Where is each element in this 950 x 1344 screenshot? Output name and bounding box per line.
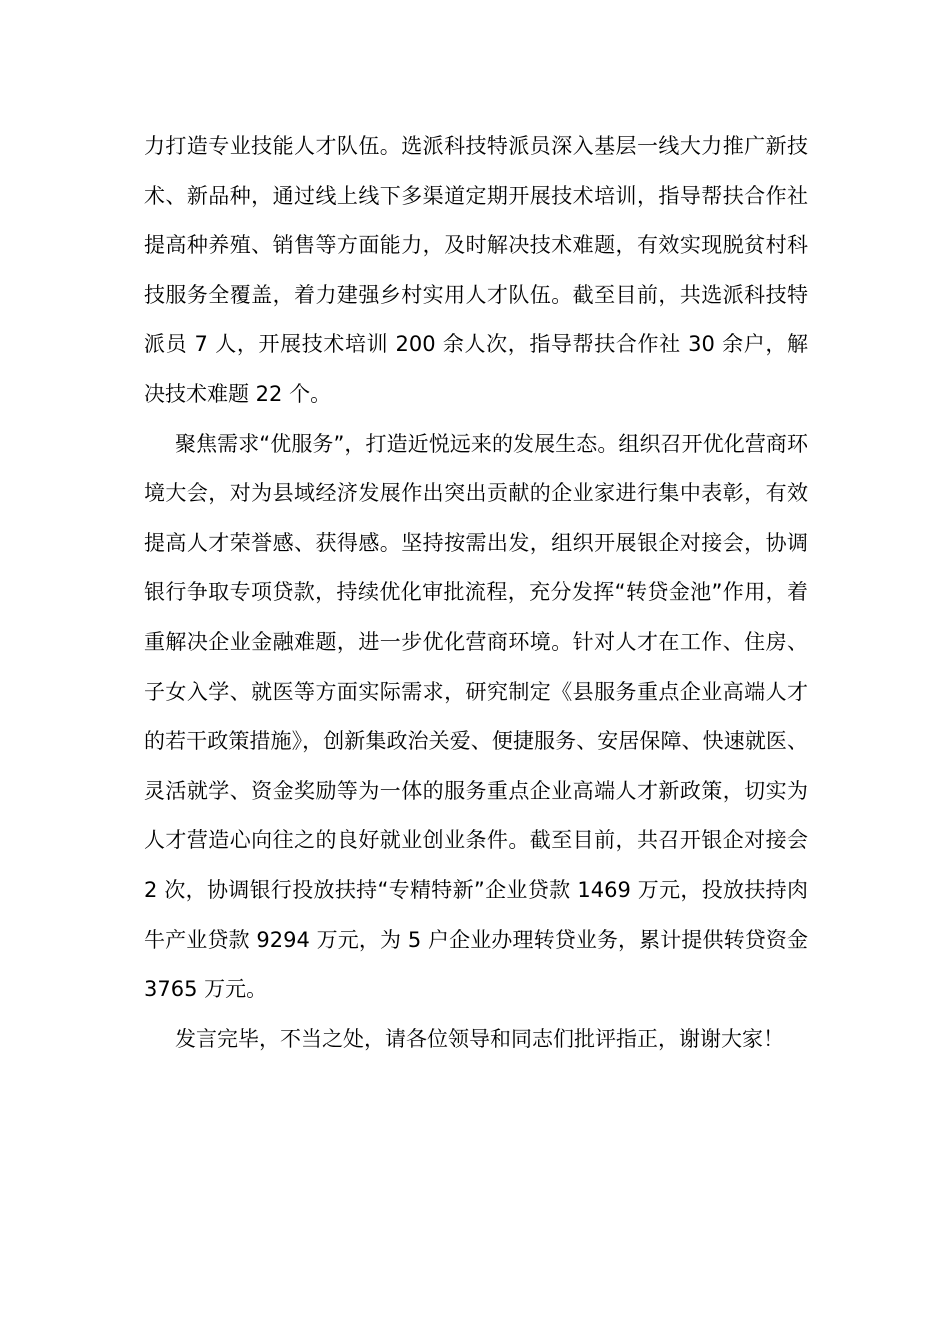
paragraph-optimize-service: 聚焦需求“优服务”，打造近悦远来的发展生态。组织召开优化营商环境大会，对为县域经济发展作出突出贡献的企业家进行集中表彰，有效提高人才荣誉感、获得感。坚持按需出发，组织开展银企对接会，协调银行争取专项贷款，持续优化审批流程，充分发挥“转贷金池”作用，着重解决企业金融难题，进一步优化营商环境。针对人才在工作、住房、子女入学、就医等方面实际需求，研究制定《县服务重点企业高端人才的若干政策措施》，创新集政治关爱、便捷服务、安居保障、快速就医、灵活就学、资金奖励等为一体的服务重点企业高端人才新政策，切实为人才营造心向往之的良好就业创业条件。截至目前，共召开银企对接会 2 次，协调银行投放扶持“专精特新”企业贷款 1469 万元，投放扶持肉牛产业贷款 9294 万元，为 5 户企业办理转贷业务，累计提供转贷资金 3765 万元。 — [144, 431, 808, 1002]
document-body — [144, 122, 808, 1064]
paragraph-closing-remarks: 发言完毕，不当之处，请各位领导和同志们批评指正，谢谢大家！ — [175, 1026, 784, 1051]
paragraph-talent-team: 力打造专业技能人才队伍。选派科技特派员深入基层一线大力推广新技术、新品种，通过线上线下多渠道定期开展技术培训，指导帮扶合作社提高种养殖、销售等方面能力，及时解决技术难题，有效实现脱贫村科技服务全覆盖，着力建强乡村实用人才队伍。截至目前，共选派科技特派员 7 人，开展技术培训 200 余人次，指导帮扶合作社 30 余户，解决技术难题 22 个。 — [144, 134, 808, 406]
